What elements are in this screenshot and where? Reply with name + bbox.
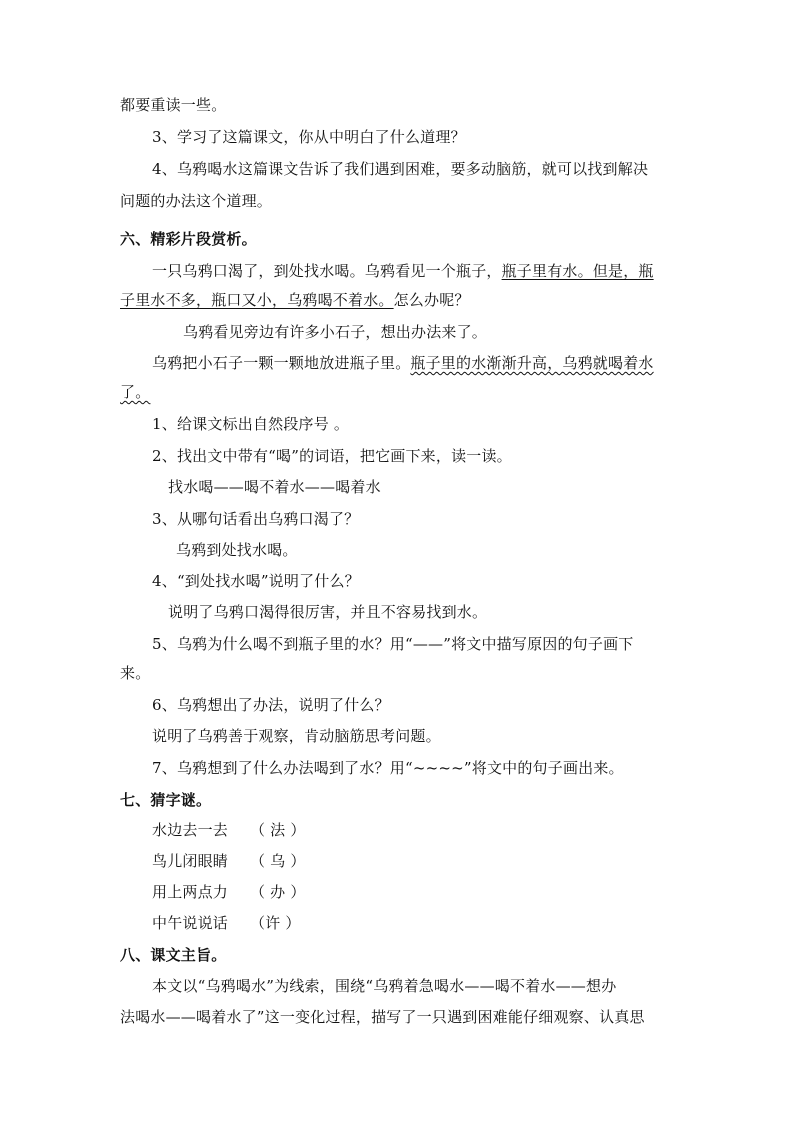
section-heading-6: 六、精彩片段赏析。 [120, 230, 257, 248]
underlined-sentence: 瓶子里有水。但是，瓶 [501, 262, 654, 280]
passage-text: 一只乌鸦口渴了，到处找水喝。乌鸦看见一个瓶子， [152, 262, 502, 280]
riddle-row [152, 820, 306, 840]
riddle-row [152, 851, 306, 871]
section-heading-7: 七、猜字谜。 [120, 791, 212, 809]
passage-text: 乌鸦把小石子一颗一颗地放进瓶子里。 [152, 354, 411, 372]
riddle-answer: （许 ） [250, 914, 301, 932]
riddle-question: 水边去一去 [152, 821, 229, 839]
body-text-line: 都要重读一些。 [120, 96, 227, 114]
underlined-sentence: 子里水不多，瓶口又小，乌鸦喝不着水。 [120, 291, 394, 309]
question-3: 3、从哪句话看出乌鸦口渴了？ [152, 510, 360, 528]
question-1: 1、给课文标出自然段序号 。 [152, 415, 350, 433]
question-2: 2、找出文中带有“喝”的词语，把它画下来，读一读。 [152, 447, 512, 465]
answer-2: 找水喝——喝不着水——喝着水 [168, 478, 381, 496]
riddle-answer: （ 办 ） [250, 883, 306, 901]
question-7: 7、乌鸦想到了什么办法喝到了水？用“~~~~”将文中的句子画出来。 [152, 759, 624, 777]
riddle-answer: （ 法 ） [250, 821, 306, 839]
answer-4: 说明了乌鸦口渴得很厉害，并且不容易找到水。 [168, 603, 488, 621]
passage-line-1 [152, 261, 654, 281]
wavy-underlined-sentence: 瓶子里的水渐渐升高，乌鸦就喝着水 [410, 354, 654, 372]
question-3: 3、学习了这篇课文，你从中明白了什么道理？ [152, 128, 466, 146]
question-4-continued: 问题的办法这个道理。 [120, 192, 273, 210]
summary-line-2: 法喝水——喝着水了”这一变化过程，描写了一只遇到困难能仔细观察、认真思 [120, 1008, 645, 1026]
question-5: 5、乌鸦为什么喝不到瓶子里的水？用“——”将文中描写原因的句子画下 [152, 635, 634, 653]
passage-line-3: 乌鸦看见旁边有许多小石子，想出办法来了。 [183, 323, 488, 341]
riddle-question: 用上两点力 [152, 883, 229, 901]
question-4: 4、“到处找水喝”说明了什么？ [152, 572, 360, 590]
riddle-row [152, 913, 301, 933]
riddle-answer: （ 乌 ） [250, 852, 306, 870]
passage-line-2 [120, 290, 470, 310]
riddle-row [152, 882, 306, 902]
wavy-underlined-sentence: 了。 [120, 383, 151, 401]
riddle-question: 鸟儿闭眼睛 [152, 852, 229, 870]
answer-3: 乌鸦到处找水喝。 [176, 541, 298, 559]
riddle-question: 中午说说话 [152, 914, 229, 932]
answer-6: 说明了乌鸦善于观察，肯动脑筋思考问题。 [152, 727, 441, 745]
passage-line-5 [120, 382, 150, 402]
question-6: 6、乌鸦想出了办法，说明了什么？ [152, 696, 390, 714]
question-4: 4、乌鸦喝水这篇课文告诉了我们遇到困难，要多动脑筋，就可以找到解决 [152, 160, 649, 178]
passage-line-4 [152, 353, 654, 373]
section-heading-8: 八、课文主旨。 [120, 946, 227, 964]
summary-line-1: 本文以“乌鸦喝水”为线索，围绕“乌鸦着急喝水——喝不着水——想办 [152, 977, 617, 995]
question-5-continued: 来。 [120, 664, 151, 682]
passage-text: 怎么办呢？ [393, 291, 470, 309]
